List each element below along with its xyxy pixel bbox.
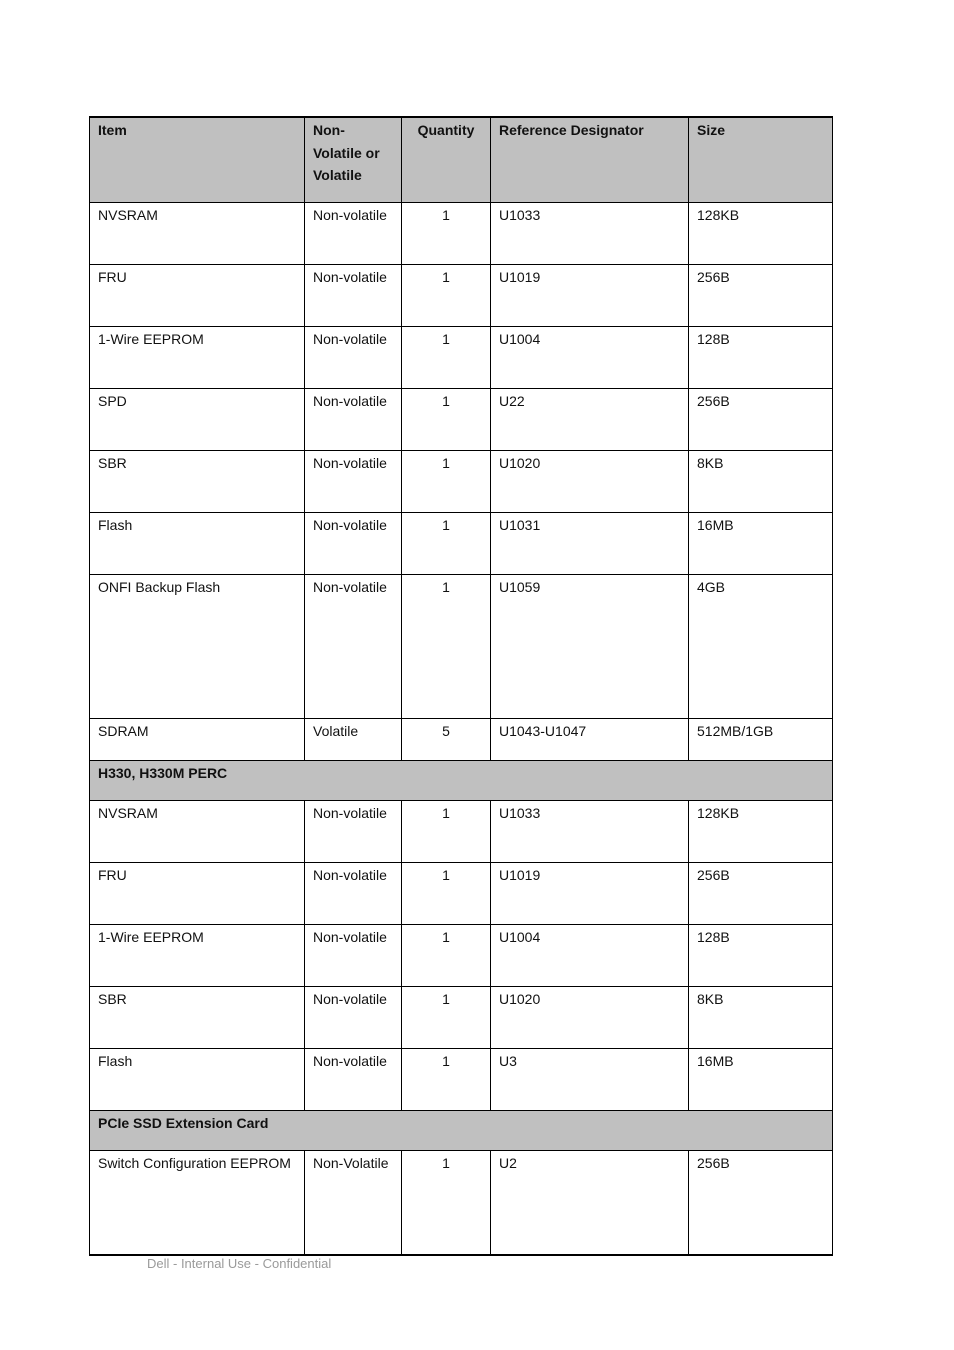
cell-size: 256B xyxy=(689,388,833,450)
cell-item: 1-Wire EEPROM xyxy=(90,326,305,388)
cell-quantity: 1 xyxy=(402,986,491,1048)
cell-reference: U1020 xyxy=(491,450,689,512)
cell-volatility: Non-volatile xyxy=(305,388,402,450)
cell-size: 256B xyxy=(689,1150,833,1255)
cell-volatility: Non-volatile xyxy=(305,986,402,1048)
cell-size: 256B xyxy=(689,862,833,924)
cell-reference: U3 xyxy=(491,1048,689,1110)
cell-size: 8KB xyxy=(689,450,833,512)
cell-quantity: 1 xyxy=(402,862,491,924)
cell-volatility: Non-volatile xyxy=(305,574,402,718)
cell-quantity: 1 xyxy=(402,1048,491,1110)
table-row xyxy=(90,388,833,450)
section-title: PCIe SSD Extension Card xyxy=(90,1110,833,1150)
cell-volatility: Non-volatile xyxy=(305,326,402,388)
cell-volatility: Non-volatile xyxy=(305,862,402,924)
cell-reference: U1004 xyxy=(491,924,689,986)
cell-quantity: 5 xyxy=(402,718,491,760)
table-row xyxy=(90,326,833,388)
cell-item: SBR xyxy=(90,986,305,1048)
cell-volatility: Non-volatile xyxy=(305,924,402,986)
table-row xyxy=(90,718,833,760)
cell-item: SDRAM xyxy=(90,718,305,760)
cell-reference: U1033 xyxy=(491,800,689,862)
cell-quantity: 1 xyxy=(402,1150,491,1255)
cell-reference: U1020 xyxy=(491,986,689,1048)
cell-volatility: Non-volatile xyxy=(305,800,402,862)
cell-volatility: Non-Volatile xyxy=(305,1150,402,1255)
cell-size: 16MB xyxy=(689,512,833,574)
cell-reference: U1004 xyxy=(491,326,689,388)
cell-item: NVSRAM xyxy=(90,800,305,862)
cell-quantity: 1 xyxy=(402,202,491,264)
cell-size: 16MB xyxy=(689,1048,833,1110)
cell-size: 128KB xyxy=(689,202,833,264)
cell-volatility: Non-volatile xyxy=(305,264,402,326)
cell-reference: U1031 xyxy=(491,512,689,574)
table-row xyxy=(90,574,833,718)
table-row xyxy=(90,450,833,512)
cell-item: 1-Wire EEPROM xyxy=(90,924,305,986)
cell-volatility: Non-volatile xyxy=(305,450,402,512)
header-quantity: Quantity xyxy=(402,117,491,202)
cell-quantity: 1 xyxy=(402,450,491,512)
table-header xyxy=(90,117,833,202)
header-reference-designator: Reference Designator xyxy=(491,117,689,202)
cell-volatility: Non-volatile xyxy=(305,1048,402,1110)
table-row xyxy=(90,862,833,924)
cell-reference: U1033 xyxy=(491,202,689,264)
cell-size: 128KB xyxy=(689,800,833,862)
cell-reference: U1019 xyxy=(491,264,689,326)
cell-volatility: Volatile xyxy=(305,718,402,760)
cell-size: 8KB xyxy=(689,986,833,1048)
cell-size: 128B xyxy=(689,924,833,986)
table-row xyxy=(90,264,833,326)
cell-quantity: 1 xyxy=(402,800,491,862)
cell-quantity: 1 xyxy=(402,326,491,388)
header-row xyxy=(90,117,833,202)
cell-quantity: 1 xyxy=(402,574,491,718)
cell-item: ONFI Backup Flash xyxy=(90,574,305,718)
cell-item: FRU xyxy=(90,264,305,326)
cell-size: 4GB xyxy=(689,574,833,718)
cell-item: NVSRAM xyxy=(90,202,305,264)
table-row xyxy=(90,986,833,1048)
table-row xyxy=(90,1150,833,1255)
cell-reference: U1059 xyxy=(491,574,689,718)
table-row xyxy=(90,800,833,862)
cell-quantity: 1 xyxy=(402,388,491,450)
cell-item: FRU xyxy=(90,862,305,924)
table-row xyxy=(90,1048,833,1110)
cell-volatility: Non-volatile xyxy=(305,202,402,264)
cell-item: Flash xyxy=(90,512,305,574)
cell-size: 256B xyxy=(689,264,833,326)
table-row xyxy=(90,202,833,264)
section-header-h330 xyxy=(90,760,833,800)
cell-reference: U1043-U1047 xyxy=(491,718,689,760)
section-header-pcie xyxy=(90,1110,833,1150)
cell-item: SBR xyxy=(90,450,305,512)
cell-volatility: Non-volatile xyxy=(305,512,402,574)
cell-reference: U22 xyxy=(491,388,689,450)
cell-size: 128B xyxy=(689,326,833,388)
cell-quantity: 1 xyxy=(402,924,491,986)
cell-item: SPD xyxy=(90,388,305,450)
section-title: H330, H330M PERC xyxy=(90,760,833,800)
table-row xyxy=(90,924,833,986)
header-size: Size xyxy=(689,117,833,202)
table-row xyxy=(90,512,833,574)
cell-item: Flash xyxy=(90,1048,305,1110)
cell-quantity: 1 xyxy=(402,264,491,326)
cell-size: 512MB/1GB xyxy=(689,718,833,760)
cell-reference: U2 xyxy=(491,1150,689,1255)
header-item: Item xyxy=(90,117,305,202)
header-volatility: Non-Volatile or Volatile xyxy=(305,117,402,202)
confidential-footer: Dell - Internal Use - Confidential xyxy=(147,1256,332,1271)
cell-quantity: 1 xyxy=(402,512,491,574)
volatility-table xyxy=(89,116,833,1256)
cell-reference: U1019 xyxy=(491,862,689,924)
cell-item: Switch Configuration EEPROM xyxy=(90,1150,305,1255)
